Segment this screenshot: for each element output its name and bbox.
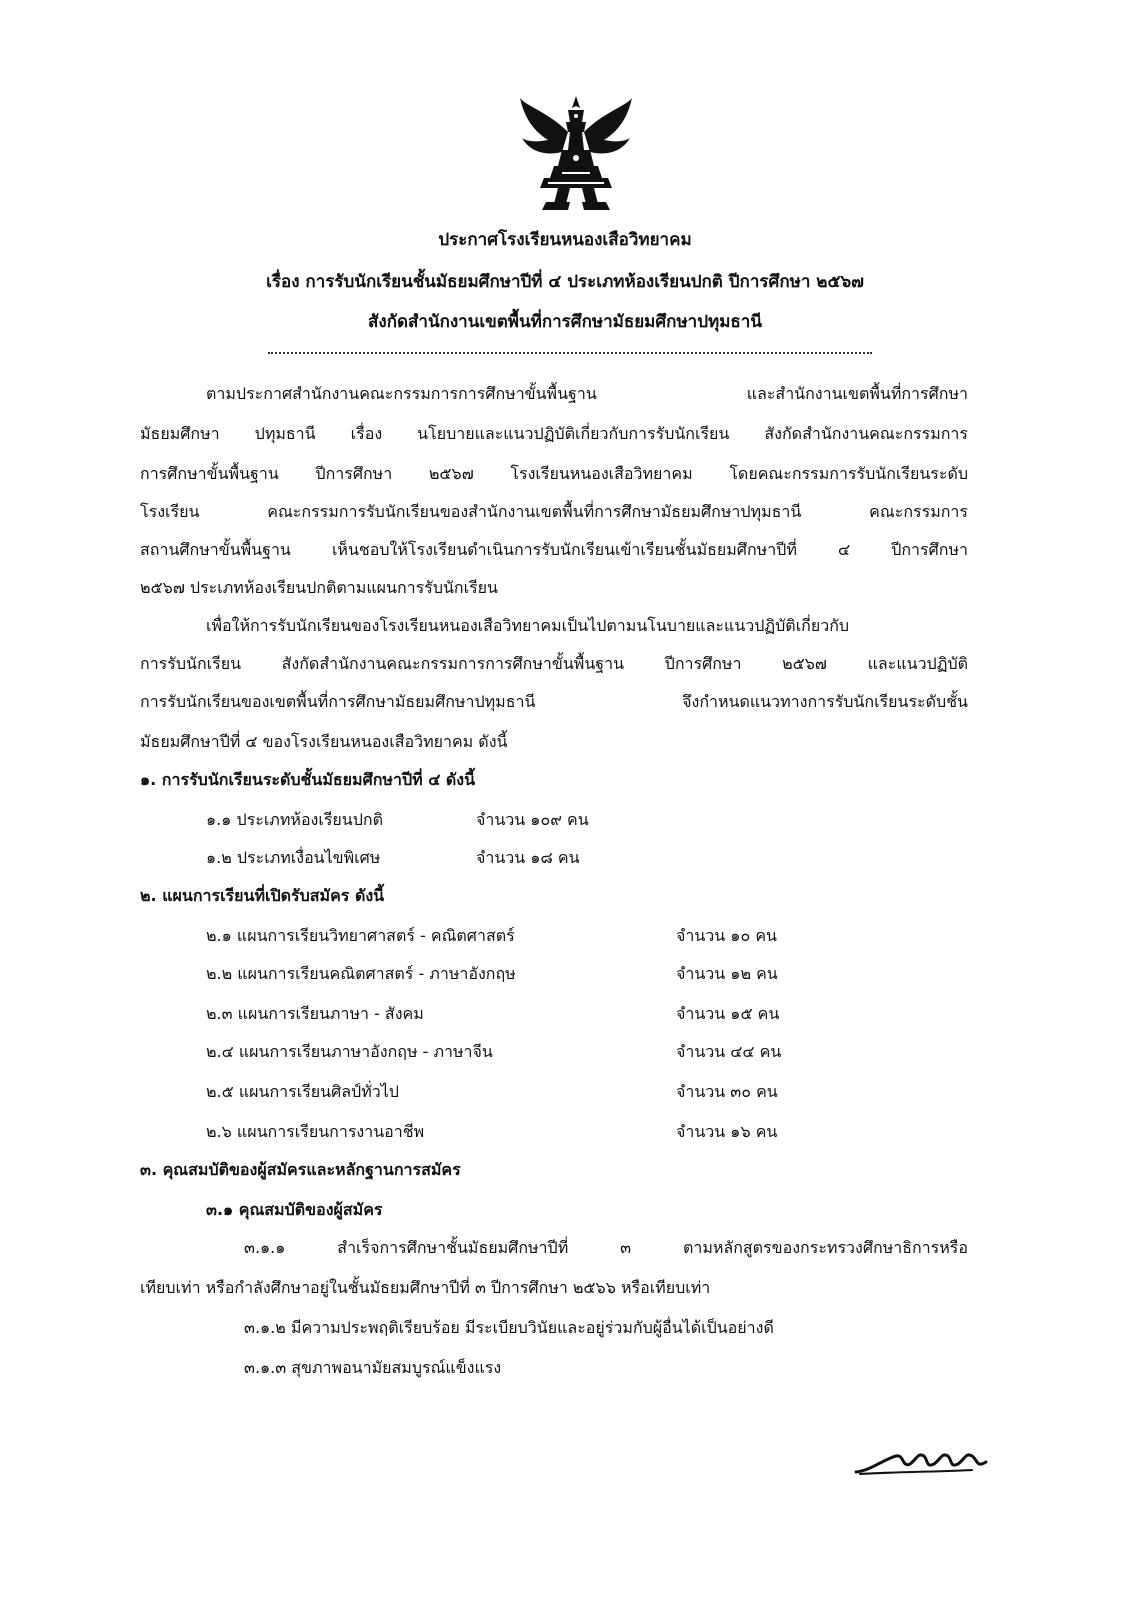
section2-item-label: ๒.๒ แผนการเรียนคณิตศาสตร์ - ภาษาอังกฤษ	[206, 964, 516, 983]
section2-item-label: ๒.๑ แผนการเรียนวิทยาศาสตร์ - คณิตศาสตร์	[206, 926, 515, 945]
garuda-emblem-icon	[518, 92, 634, 214]
signature-icon	[852, 1442, 990, 1482]
section3-item-line: ๓.๑.๒ มีความประพฤติเรียบร้อย มีระเบียบวินัยและอยู่ร่วมกับผู้อื่นได้เป็นอย่างดี	[244, 1318, 774, 1337]
section3-item-line: เทียบเท่า หรือกำลังศึกษาอยู่ในชั้นมัธยมศึกษาปีที่ ๓ ปีการศึกษา ๒๕๖๖ หรือเทียบเท่า	[140, 1278, 711, 1297]
para2-line: มัธยมศึกษาปีที่ ๔ ของโรงเรียนหนองเสือวิทยาคม ดังนี้	[140, 732, 508, 751]
section2-item-qty: จำนวน ๑๒ คน	[676, 964, 778, 983]
announcement-title: ประกาศโรงเรียนหนองเสือวิทยาคม	[438, 230, 692, 250]
section1-heading: ๑. การรับนักเรียนระดับชั้นมัธยมศึกษาปีที่ ๔ ดังนี้	[140, 770, 476, 789]
para2-line: การรับนักเรียน สังกัดสำนักงานคณะกรรมการการศึกษาขั้นพื้นฐาน ปีการศึกษา ๒๕๖๗ และแนวปฏิบัติ	[140, 654, 968, 673]
para1-line: ๒๕๖๗ ประเภทห้องเรียนปกติตามแผนการรับนักเรียน	[140, 578, 498, 597]
section2-item-qty: จำนวน ๑๖ คน	[676, 1122, 778, 1141]
section2-item-qty: จำนวน ๔๔ คน	[676, 1042, 782, 1061]
section2-heading: ๒. แผนการเรียนที่เปิดรับสมัคร ดังนี้	[140, 886, 385, 905]
section1-item-label: ๑.๒ ประเภทเงื่อนไขพิเศษ	[206, 848, 381, 867]
section1-item-qty: จำนวน ๑๘ คน	[476, 848, 580, 867]
section2-item-label: ๒.๔ แผนการเรียนภาษาอังกฤษ - ภาษาจีน	[206, 1042, 493, 1061]
para2-line: การรับนักเรียนของเขตพื้นที่การศึกษามัธยมศึกษาปทุมธานี จึงกำหนดแนวทางการรับนักเรียนระดับชั้น	[140, 692, 968, 711]
section1-item-qty: จำนวน ๑๐๙ คน	[476, 810, 589, 829]
announcement-subject: เรื่อง การรับนักเรียนชั้นมัธยมศึกษาปีที่ ๔ ประเภทห้องเรียนปกติ ปีการศึกษา ๒๕๖๗	[266, 272, 864, 292]
section1-item-label: ๑.๑ ประเภทห้องเรียนปกติ	[206, 810, 383, 829]
section3-item-line: ๓.๑.๑ สำเร็จการศึกษาชั้นมัธยมศึกษาปีที่ ๓ ตามหลักสูตรของกระทรวงศึกษาธิการหรือ	[244, 1238, 968, 1257]
announcement-agency: สังกัดสำนักงานเขตพื้นที่การศึกษามัธยมศึกษาปทุมธานี	[368, 312, 762, 332]
section2-item-label: ๒.๕ แผนการเรียนศิลป์ทั่วไป	[206, 1082, 399, 1101]
section2-item-label: ๒.๓ แผนการเรียนภาษา - สังคม	[206, 1004, 424, 1023]
dotted-divider	[268, 352, 872, 354]
para1-line: มัธยมศึกษา ปทุมธานี เรื่อง นโยบายและแนวปฏิบัติเกี่ยวกับการรับนักเรียน สังกัดสำนักงานคณะกรรมการ	[140, 424, 968, 443]
para1-line: ตามประกาศสำนักงานคณะกรรมการการศึกษาขั้นพื้นฐาน และสำนักงานเขตพื้นที่การศึกษา	[206, 384, 968, 403]
para1-line: สถานศึกษาขั้นพื้นฐาน เห็นชอบให้โรงเรียนดำเนินการรับนักเรียนเข้าเรียนชั้นมัธยมศึกษาปีที่ ๔ ปีการศึกษา	[140, 540, 968, 559]
section2-item-qty: จำนวน ๑๕ คน	[676, 1004, 780, 1023]
section3-subheading: ๓.๑ คุณสมบัติของผู้สมัคร	[206, 1200, 383, 1219]
para1-line: โรงเรียน คณะกรรมการรับนักเรียนของสำนักงานเขตพื้นที่การศึกษามัธยมศึกษาปทุมธานี คณะกรรมการ	[140, 502, 968, 521]
para2-line: เพื่อให้การรับนักเรียนของโรงเรียนหนองเสือวิทยาคมเป็นไปตามนโนบายและแนวปฏิบัติเกี่ยวกับ	[206, 616, 850, 635]
section3-item-line: ๓.๑.๓ สุขภาพอนามัยสมบูรณ์แข็งแรง	[244, 1358, 502, 1377]
section3-heading: ๓. คุณสมบัติของผู้สมัครและหลักฐานการสมัคร	[140, 1160, 461, 1179]
para1-line: การศึกษาขั้นพื้นฐาน ปีการศึกษา ๒๕๖๗ โรงเรียนหนองเสือวิทยาคม โดยคณะกรรมการรับนักเรียนระดับ	[140, 464, 968, 483]
section2-item-qty: จำนวน ๑๐ คน	[676, 926, 777, 945]
section2-item-qty: จำนวน ๓๐ คน	[676, 1082, 778, 1101]
section2-item-label: ๒.๖ แผนการเรียนการงานอาชีพ	[206, 1122, 425, 1141]
